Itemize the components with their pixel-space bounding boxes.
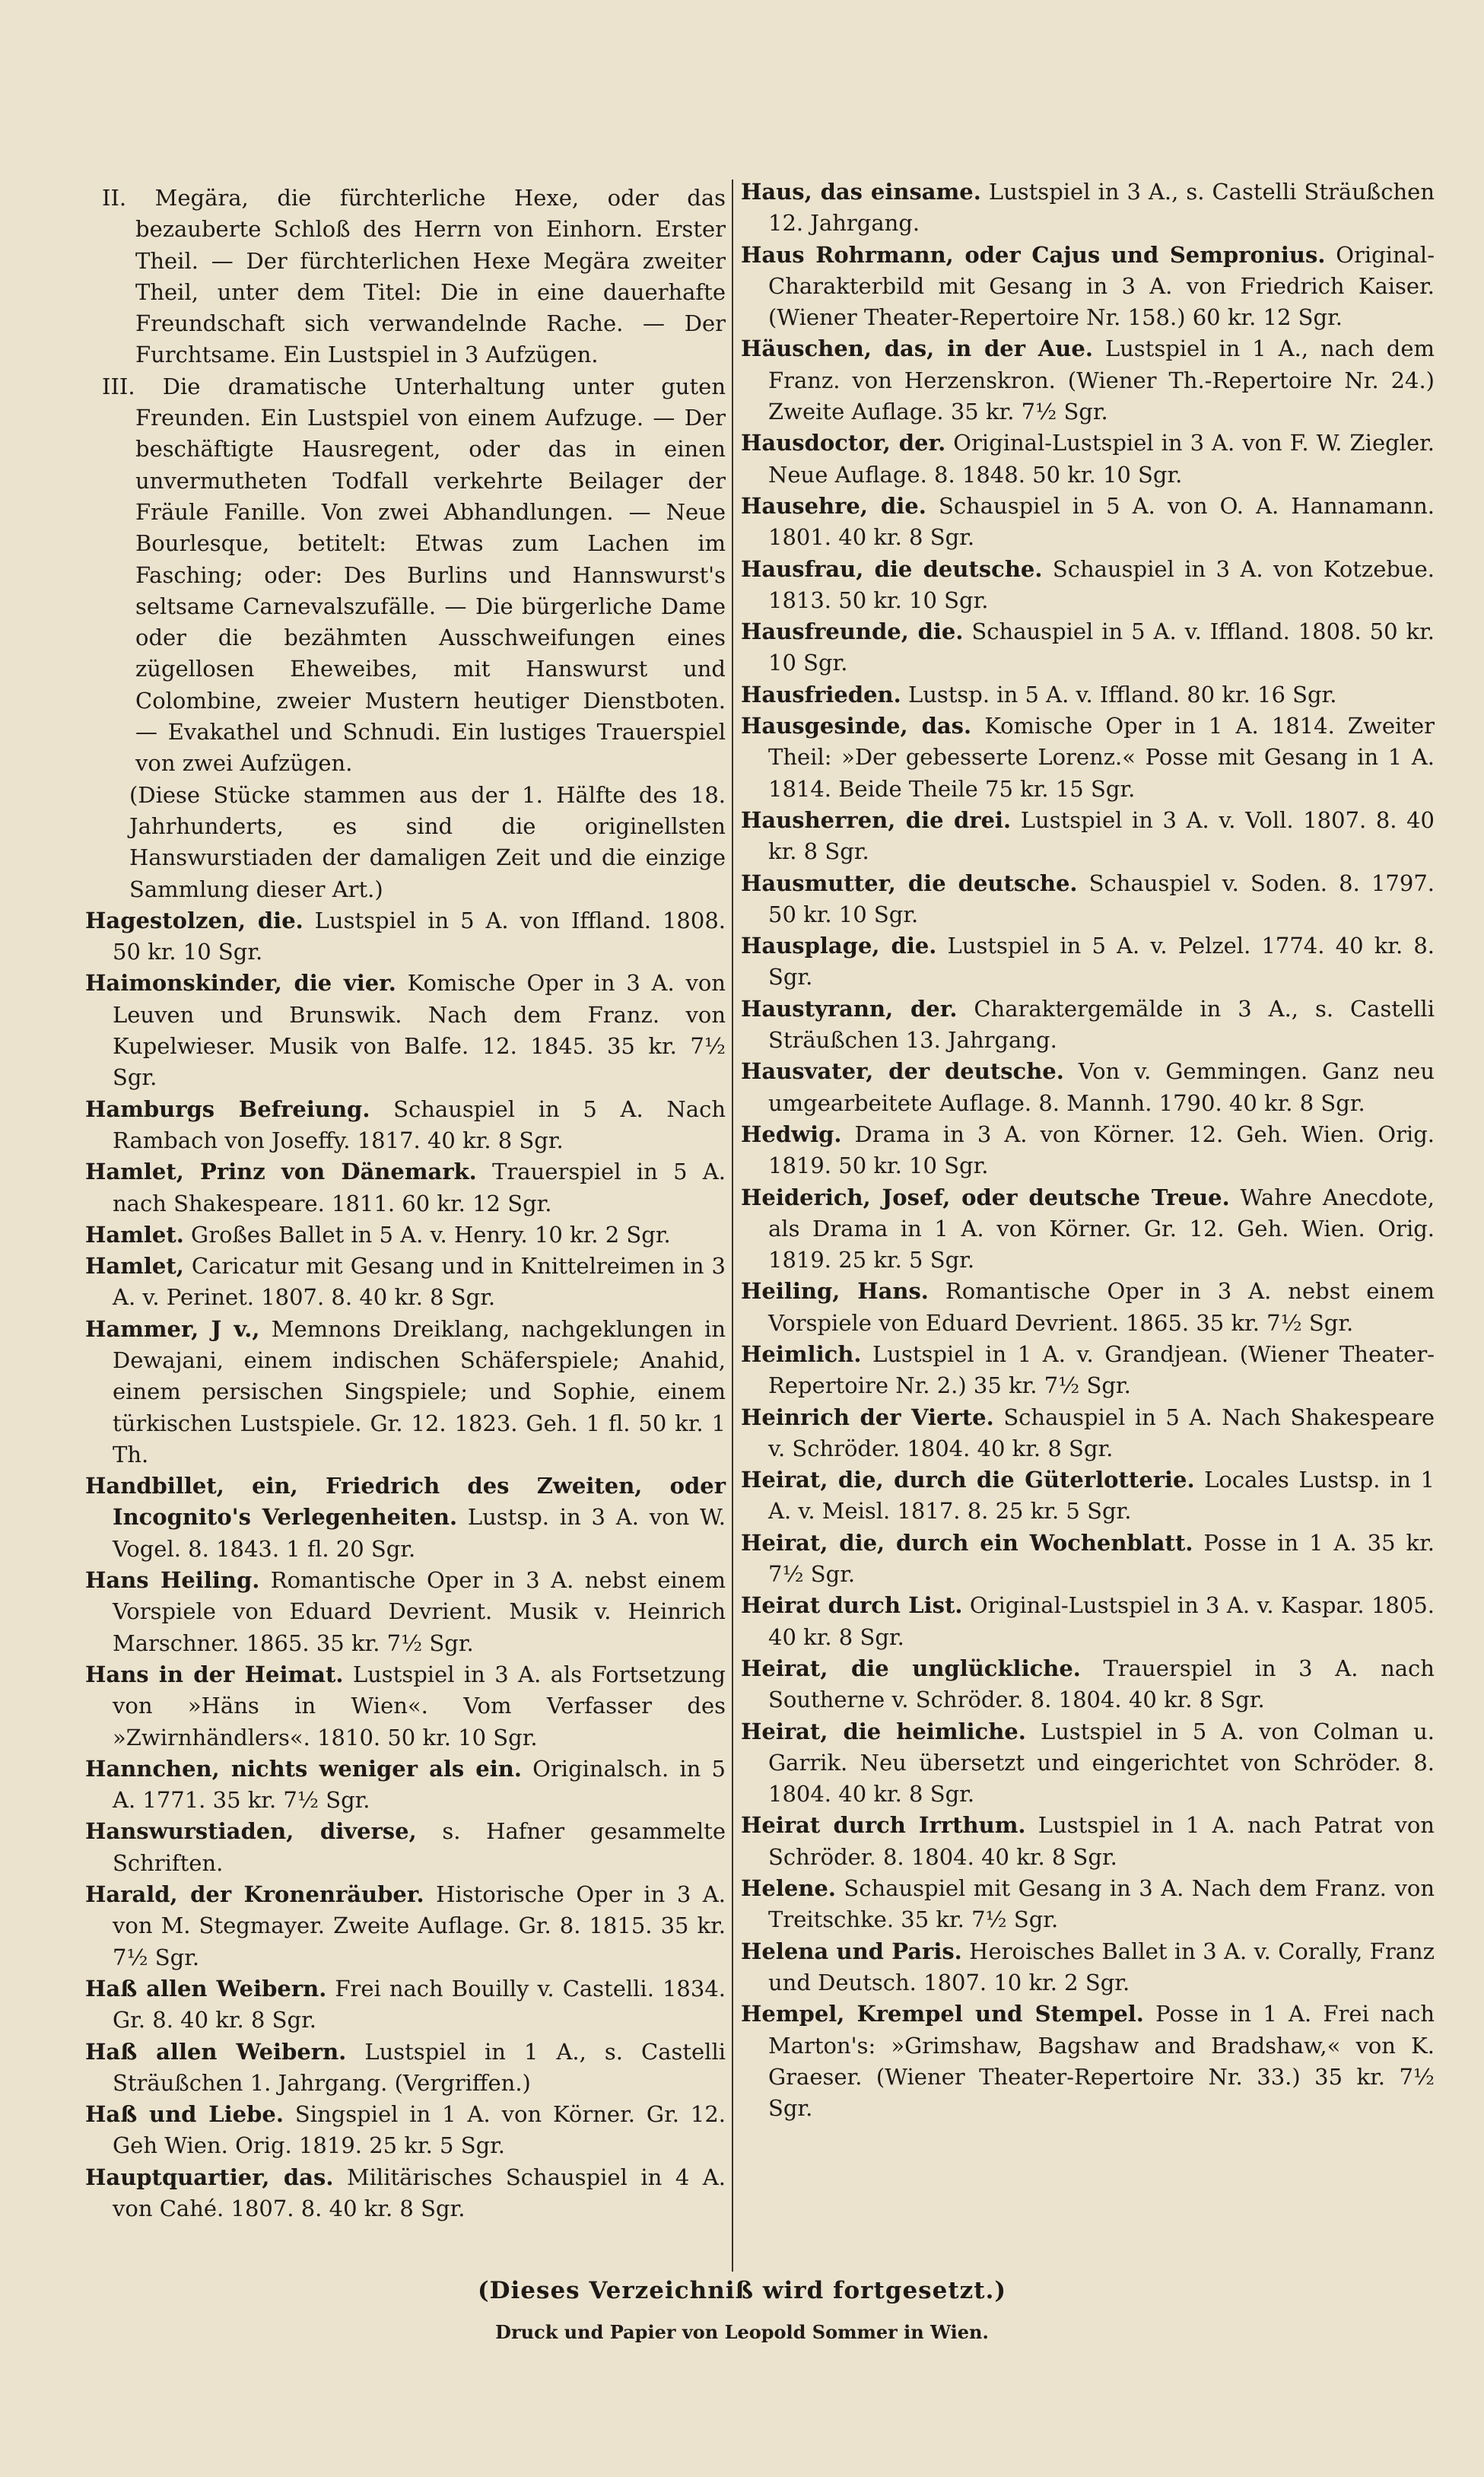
- catalog-entry: [85, 1659, 726, 1754]
- entry-headword: Helene.: [741, 1875, 836, 1902]
- entry-description: Romantische Oper in 3 A. nebst einem Vorspiele von Eduard Devrient. Musik v. Heinrich Marschner. 1865. 35 kr. 7½ Sgr.: [113, 1567, 726, 1656]
- entry-headword: Heirat, die, durch ein Wochenblatt.: [741, 1529, 1193, 1556]
- continuation-note: (Dieses Verzeichniß wird fortgesetzt.): [477, 2277, 1007, 2304]
- entry-description: Großes Ballet in 5 A. v. Henry. 10 kr. 2 Sgr.: [183, 1221, 671, 1248]
- entry-headword: Heirat durch Irrthum.: [741, 1812, 1026, 1839]
- entry-headword: Hamlet.: [85, 1221, 184, 1248]
- catalog-entry: [741, 333, 1435, 428]
- entry-description: Trauerspiel in 3 A. nach Southerne v. Schröder. 8. 1804. 40 kr. 8 Sgr.: [768, 1655, 1435, 1713]
- catalog-entry: [85, 1565, 726, 1659]
- catalog-entry: [741, 1716, 1435, 1811]
- entry-description: Lustspiel in 1 A., nach dem Franz. von Herzenskron. (Wiener Th.-Repertoire Nr. 24.) Zweite Auflage. 35 kr. 7½ Sgr.: [768, 335, 1435, 425]
- entry-description: Originalsch. in 5 A. 1771. 35 kr. 7½ Sgr.: [113, 1755, 726, 1814]
- catalog-entry: [85, 1973, 726, 2037]
- entry-headword: Haß allen Weibern.: [85, 1975, 327, 2002]
- entry-description: Lustsp. in 5 A. v. Iffland. 80 kr. 16 Sgr.: [901, 681, 1337, 707]
- entry-description: Schauspiel in 5 A. Nach Rambach von Joseffy. 1817. 40 kr. 8 Sgr.: [113, 1095, 726, 1153]
- catalog-entry: [741, 554, 1435, 617]
- entry-headword: Heimlich.: [741, 1340, 862, 1367]
- catalog-entry: [741, 1936, 1435, 1999]
- entry-description: Schauspiel mit Gesang in 3 A. Nach dem Franz. von Treitschke. 35 kr. 7½ Sgr.: [768, 1875, 1435, 1933]
- catalog-entry: [741, 1276, 1435, 1339]
- entry-headword: Haß allen Weibern.: [85, 2038, 347, 2065]
- catalog-entry: [741, 1464, 1435, 1528]
- entry-headword: Haus, das einsame.: [741, 179, 981, 205]
- entry-description: Romantische Oper in 3 A. nebst einem Vorspiele von Eduard Devrient. 1865. 35 kr. 7½ Sgr.: [768, 1278, 1435, 1336]
- entry-headword: Hausfreunde, die.: [741, 618, 964, 645]
- entry-description: Schauspiel in 3 A. von Kotzebue. 1813. 50 kr. 10 Sgr.: [768, 555, 1435, 613]
- entry-headword: Hausfrau, die deutsche.: [741, 555, 1043, 582]
- catalog-entry: [741, 679, 1435, 711]
- catalog-entry: [85, 1879, 726, 1973]
- entry-headword: Hammer, J v.,: [85, 1315, 260, 1342]
- catalog-entry: [85, 1471, 726, 1565]
- catalog-entry: [85, 1754, 726, 1817]
- catalog-entry: [85, 1816, 726, 1879]
- catalog-entry: [85, 1314, 726, 1471]
- entry-description: Posse in 1 A. Frei nach Marton's: »Grimshaw, Bagshaw and Bradshaw,« von K. Graeser. (Wiener Theater-Repertoire Nr. 33.) 35 kr. 7½ Sgr.: [768, 2001, 1435, 2122]
- entry-description: Original-Charakterbild mit Gesang in 3 A. von Friedrich Kaiser. (Wiener Theater-Repertoire Nr. 158.) 60 kr. 12 Sgr.: [768, 241, 1435, 331]
- catalog-entry: [741, 616, 1435, 679]
- printer-imprint: Druck und Papier von Leopold Sommer in Wien.: [495, 2321, 989, 2343]
- entry-headword: Haß und Liebe.: [85, 2101, 284, 2128]
- catalog-entry: [741, 240, 1435, 334]
- entry-description: Komische Oper in 3 A. von Leuven und Brunswik. Nach dem Franz. von Kupelwieser. Musik von Balfe. 12. 1845. 35 kr. 7½ Sgr.: [113, 970, 726, 1091]
- entry-description: Komische Oper in 1 A. 1814. Zweiter Theil: »Der gebesserte Lorenz.« Posse mit Gesang in 1 A. 1814. Beide Theile 75 kr. 15 Sgr.: [768, 713, 1435, 802]
- entry-description: Wahre Anecdote, als Drama in 1 A. von Körner. Gr. 12. Geh. Wien. Orig. 1819. 25 kr. 5 Sgr.: [768, 1184, 1435, 1273]
- entry-description: Lustspiel in 3 A. als Fortsetzung von »Häns in Wien«. Vom Verfasser des »Zwirnhändlers«. 1810. 50 kr. 10 Sgr.: [113, 1661, 726, 1750]
- entry-headword: Hedwig.: [741, 1121, 842, 1147]
- entry-description: Lustspiel in 5 A. v. Pelzel. 1774. 40 kr. 8. Sgr.: [768, 933, 1435, 990]
- entry-description: Lustspiel in 5 A. von Colman u. Garrik. Neu übersetzt und eingerichtet von Schröder. 8. 1804. 40 kr. 8 Sgr.: [768, 1718, 1435, 1808]
- catalog-entry: [741, 1339, 1435, 1402]
- catalog-entry: [85, 2162, 726, 2225]
- catalog-entry: [741, 1590, 1435, 1653]
- entry-description: Historische Oper in 3 A. von M. Stegmayer. Zweite Auflage. Gr. 8. 1815. 35 kr. 7½ Sgr.: [113, 1881, 726, 1970]
- roman-entry: III. Die dramatische Unterhaltung unter guten Freunden. Ein Lustspiel von einem Aufzuge. — Der beschäftigte Hausregent, oder das in einen unvermutheten Todfall verkehrte Beilager der Fräule Fanille. Von zwei Abhandlungen. — Neue Bourlesque, betitelt: Etwas zum Lachen im Fasching; oder: Des Burlins und Hannswurst's seltsame Carnevalszufälle. — Die bürgerliche Dame oder die bezähmten Ausschweifungen eines zügellosen Eheweibes, mit Hanswurst und Colombine, zweier Mustern heutiger Dienstboten. — Evakathel und Schnudi. Ein lustiges Trauerspiel von zwei Aufzügen.: [102, 373, 726, 777]
- entry-description: Schauspiel in 5 A. von O. A. Hannamann. 1801. 40 kr. 8 Sgr.: [768, 492, 1435, 551]
- entry-headword: Heirat, die unglückliche.: [741, 1655, 1081, 1681]
- catalog-entry: [741, 1653, 1435, 1716]
- catalog-entry: [741, 1810, 1435, 1873]
- catalog-entry: [85, 968, 726, 1093]
- entry-description: s. Hafner gesammelte Schriften.: [113, 1818, 726, 1876]
- catalog-entry: [85, 1094, 726, 1157]
- entry-headword: Hausehre, die.: [741, 492, 926, 519]
- entry-headword: Haimonskinder, die vier.: [85, 970, 396, 997]
- entry-headword: Hausvater, der deutsche.: [741, 1058, 1064, 1085]
- entry-headword: Heirat, die heimliche.: [741, 1718, 1026, 1744]
- entry-headword: Hausfrieden.: [741, 681, 901, 707]
- entry-description: Lustsp. in 3 A. von W. Vogel. 8. 1843. 1 fl. 20 Sgr.: [113, 1504, 726, 1562]
- catalog-entry: [741, 930, 1435, 994]
- entry-headword: Hamburgs Befreiung.: [85, 1095, 370, 1122]
- right-entry-list: [741, 176, 1435, 2124]
- entry-description: Original-Lustspiel in 3 A. von F. W. Ziegler. Neue Auflage. 8. 1848. 50 kr. 10 Sgr.: [768, 430, 1435, 488]
- entry-description: Trauerspiel in 5 A. nach Shakespeare. 1811. 60 kr. 12 Sgr.: [113, 1159, 726, 1216]
- entry-description: Lustspiel in 1 A. v. Grandjean. (Wiener Theater-Repertoire Nr. 2.) 35 kr. 7½ Sgr.: [768, 1340, 1435, 1399]
- catalog-entry: [741, 1873, 1435, 1936]
- catalog-entry: [85, 1251, 726, 1314]
- catalog-entry: [741, 994, 1435, 1057]
- entry-description: Lustspiel in 3 A., s. Castelli Sträußchen 12. Jahrgang.: [768, 179, 1435, 237]
- entry-headword: Hausherren, die drei.: [741, 806, 1012, 833]
- entry-description: Charaktergemälde in 3 A., s. Castelli Sträußchen 13. Jahrgang.: [768, 995, 1435, 1054]
- entry-headword: Harald, der Kronenräuber.: [85, 1881, 424, 1908]
- entry-description: Lustspiel in 5 A. von Iffland. 1808. 50 kr. 10 Sgr.: [113, 907, 726, 965]
- catalog-entry: [741, 805, 1435, 868]
- catalog-entry: [85, 1156, 726, 1219]
- entry-description: Von v. Gemmingen. Ganz neu umgearbeitete Auflage. 8. Mannh. 1790. 40 kr. 8 Sgr.: [768, 1058, 1435, 1116]
- entry-headword: Hamlet, Prinz von Dänemark.: [85, 1159, 477, 1185]
- left-entry-list: [85, 905, 726, 2224]
- entry-description: Frei nach Bouilly v. Castelli. 1834. Gr. 8. 40 kr. 8 Sgr.: [113, 1975, 726, 2033]
- entry-headword: Hans Heiling.: [85, 1567, 260, 1594]
- entry-description: Original-Lustspiel in 3 A. v. Kaspar. 1805. 40 kr. 8 Sgr.: [768, 1592, 1435, 1650]
- entry-headword: Handbillet, ein, Friedrich des Zweiten, oder Incognito's Verlegenheiten.: [85, 1473, 726, 1531]
- catalog-entry: [741, 1056, 1435, 1119]
- entry-description: Caricatur mit Gesang und in Knittelreimen in 3 A. v. Perinet. 1807. 8. 40 kr. 8 Sgr.: [113, 1253, 726, 1311]
- catalog-entry: [741, 1402, 1435, 1465]
- entry-headword: Hausgesinde, das.: [741, 713, 972, 739]
- entry-description: Locales Lustsp. in 1 A. v. Meisl. 1817. 8. 25 kr. 5 Sgr.: [768, 1467, 1435, 1525]
- entry-headword: Haus Rohrmann, oder Cajus und Sempronius.: [741, 241, 1326, 268]
- entry-description: Lustspiel in 3 A. v. Voll. 1807. 8. 40 kr. 8 Sgr.: [768, 806, 1435, 865]
- entry-headword: Haustyrann, der.: [741, 995, 958, 1022]
- entry-description: Lustspiel in 1 A., s. Castelli Sträußchen 1. Jahrgang. (Vergriffen.): [113, 2038, 726, 2096]
- entry-description: Singspiel in 1 A. von Körner. Gr. 12. Geh Wien. Orig. 1819. 25 kr. 5 Sgr.: [113, 2101, 726, 2159]
- entry-headword: Heirat durch List.: [741, 1592, 963, 1619]
- entry-headword: Heirat, die, durch die Güterlotterie.: [741, 1467, 1195, 1493]
- entry-description: Schauspiel in 5 A. v. Iffland. 1808. 50 kr. 10 Sgr.: [768, 618, 1435, 676]
- entry-description: Heroisches Ballet in 3 A. v. Corally, Franz und Deutsch. 1807. 10 kr. 2 Sgr.: [768, 1938, 1435, 1995]
- catalog-entry: [85, 2099, 726, 2162]
- entry-headword: Hagestolzen, die.: [85, 907, 303, 933]
- catalog-entry: [741, 1528, 1435, 1591]
- catalog-entry: [741, 711, 1435, 805]
- entry-description: Militärisches Schauspiel in 4 A. von Cahé. 1807. 8. 40 kr. 8 Sgr.: [113, 2164, 726, 2221]
- entry-headword: Häuschen, das, in der Aue.: [741, 335, 1093, 362]
- column-divider: [732, 180, 733, 2272]
- entry-headword: Hempel, Krempel und Stempel.: [741, 2001, 1144, 2027]
- catalog-entry: [85, 1219, 726, 1251]
- catalog-entry: [741, 176, 1435, 240]
- catalog-entry: [741, 491, 1435, 554]
- catalog-entry: [741, 1182, 1435, 1277]
- entry-headword: Hanswurstiaden, diverse,: [85, 1818, 417, 1845]
- entry-headword: Helena und Paris.: [741, 1938, 962, 1964]
- entry-headword: Heinrich der Vierte.: [741, 1404, 994, 1430]
- entry-description: Posse in 1 A. 35 kr. 7½ Sgr.: [768, 1529, 1435, 1588]
- entry-description: Schauspiel in 5 A. Nach Shakespeare v. Schröder. 1804. 40 kr. 8 Sgr.: [768, 1404, 1435, 1461]
- left-column: [85, 183, 726, 2224]
- catalog-entry: [741, 1119, 1435, 1182]
- right-column: [741, 176, 1435, 2124]
- entry-headword: Hausdoctor, der.: [741, 430, 946, 456]
- entry-description: Drama in 3 A. von Körner. 12. Geh. Wien. Orig. 1819. 50 kr. 10 Sgr.: [768, 1121, 1435, 1179]
- entry-headword: Heiling, Hans.: [741, 1278, 929, 1305]
- entry-headword: Hauptquartier, das.: [85, 2164, 334, 2190]
- entry-headword: Hans in der Heimat.: [85, 1661, 344, 1687]
- catalog-entry: [85, 905, 726, 968]
- entry-description: Lustspiel in 1 A. nach Patrat von Schröder. 8. 1804. 40 kr. 8 Sgr.: [768, 1812, 1435, 1870]
- entry-headword: Heiderich, Josef, oder deutsche Treue.: [741, 1184, 1230, 1210]
- collection-note: (Diese Stücke stammen aus der 1. Hälfte des 18. Jahrhunderts, es sind die originellsten Hanswurstiaden der damaligen Zeit und die einzige Sammlung dieser Art.): [129, 781, 726, 902]
- catalog-entry: [741, 868, 1435, 931]
- catalog-entry: [85, 2037, 726, 2100]
- entry-description: Memnons Dreiklang, nachgeklungen in Dewajani, einem indischen Schäferspiele; Anahid, einem persischen Singspiele; und Sophie, einem türkischen Lustspiele. Gr. 12. 1823. Geh. 1 fl. 50 kr. 1 Th.: [113, 1315, 726, 1467]
- entry-headword: Hausplage, die.: [741, 933, 937, 959]
- catalog-entry: [741, 1998, 1435, 2124]
- entry-headword: Hannchen, nichts weniger als ein.: [85, 1755, 522, 1782]
- entry-description: Schauspiel v. Soden. 8. 1797. 50 kr. 10 Sgr.: [768, 870, 1435, 927]
- entry-headword: Hamlet,: [85, 1253, 184, 1280]
- entry-headword: Hausmutter, die deutsche.: [741, 870, 1078, 896]
- roman-entry: II. Megära, die fürchterliche Hexe, oder das bezauberte Schloß des Herrn von Einhorn. Erster Theil. — Der fürchterlichen Hexe Megära zweiter Theil, unter dem Titel: Die in eine dauerhafte Freundschaft sich verwandelnde Rache. — Der Furchtsame. Ein Lustspiel in 3 Aufzügen.: [102, 185, 726, 368]
- catalog-entry: [741, 428, 1435, 491]
